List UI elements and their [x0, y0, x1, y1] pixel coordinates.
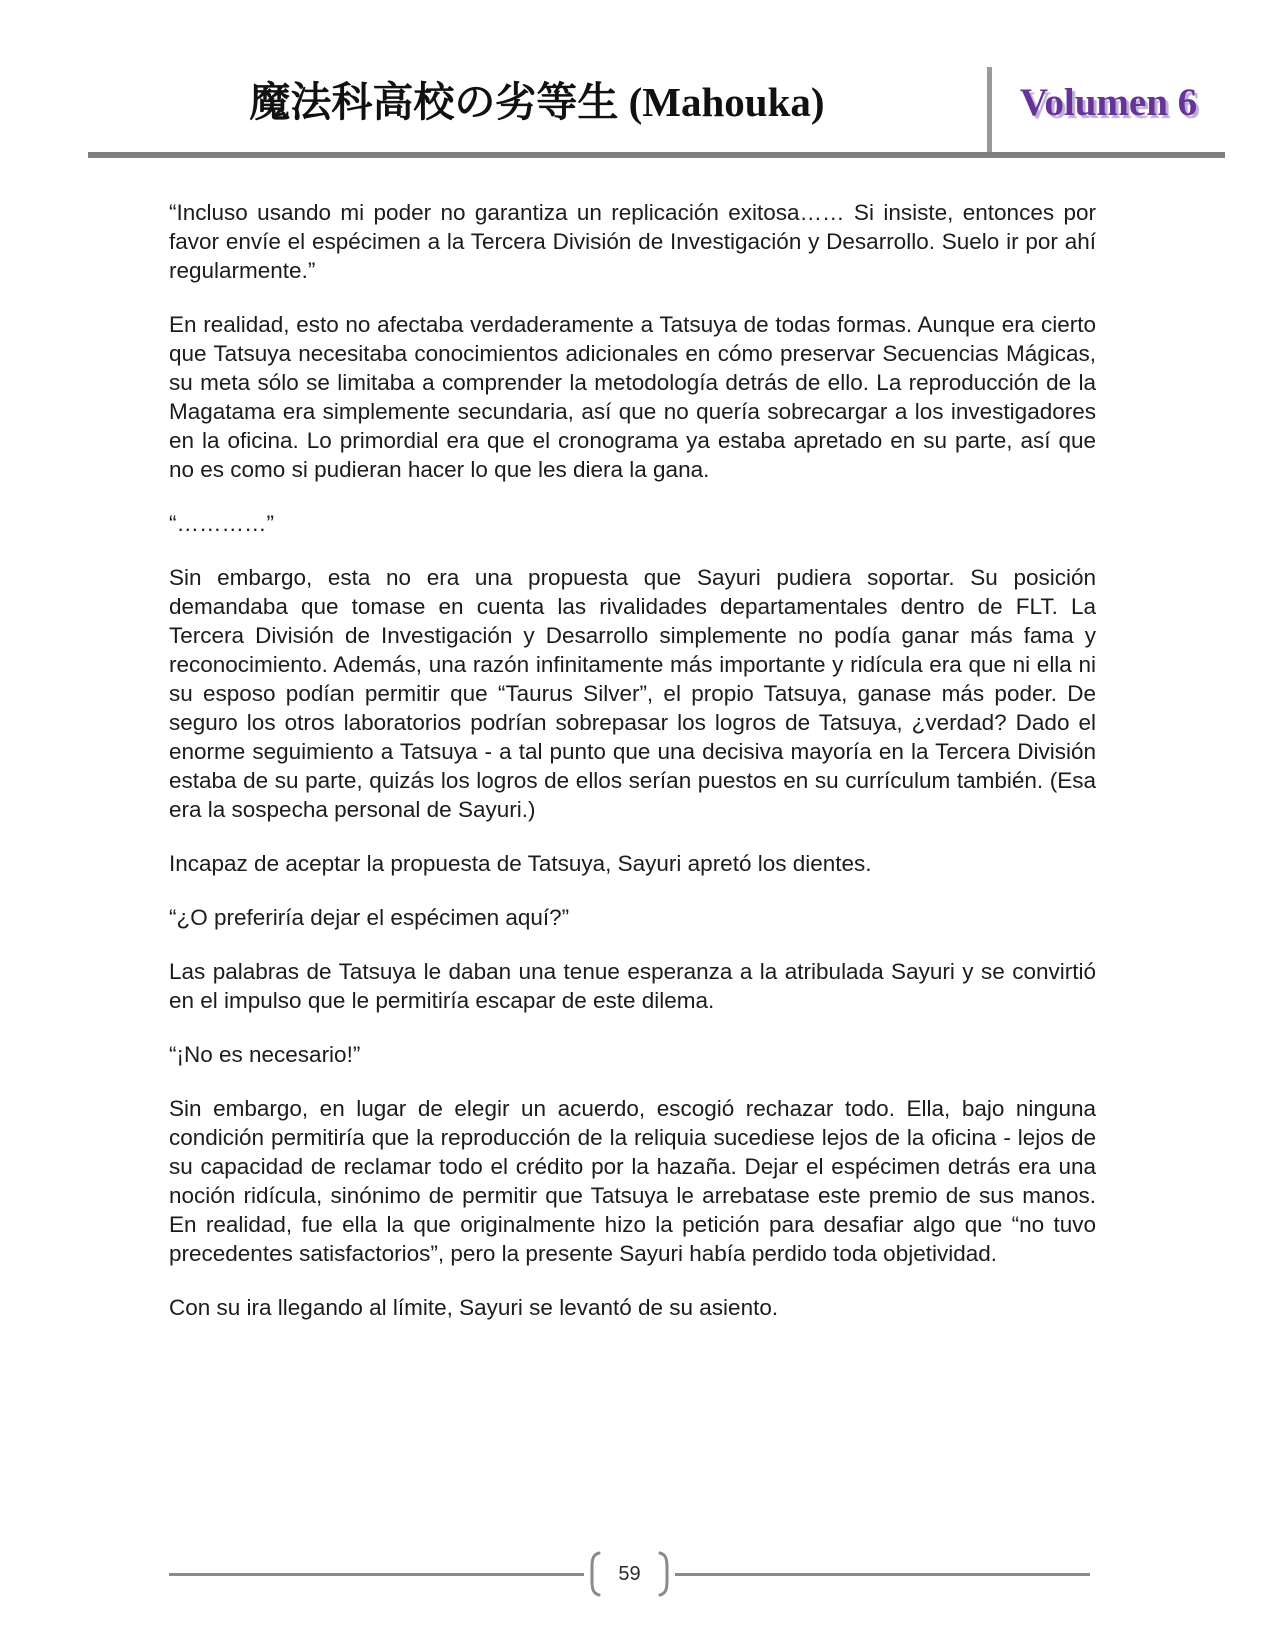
right-bracket-icon: [657, 1550, 675, 1598]
paragraph: “…………”: [169, 511, 274, 536]
page-number: 59: [618, 1562, 641, 1585]
paragraph: Las palabras de Tatsuya le daban una tenue esperanza a la atribulada Sayuri y se convirtió en el impulso que le permitiría escapar de este dilema.: [169, 959, 1096, 1013]
paragraph: Sin embargo, en lugar de elegir un acuerdo, escogió rechazar todo. Ella, bajo ninguna condición permitiría que la reproducción de la reliquia sucediese lejos de la oficina - lejos de su capacidad de reclamar todo el crédito por la hazaña. Dejar el espécimen detrás era una noción ridícula, sinónimo de permitir que Tatsuya le arrebatase este premio de sus manos. En realidad, fue ella la que originalmente hizo la petición para desafiar algo que “no tuvo precedentes satisfactorios”, pero la presente Sayuri había perdido toda objetividad.: [169, 1096, 1096, 1266]
body-text: [169, 198, 1096, 1347]
header-horizontal-rule: [88, 152, 1225, 158]
paragraph: “¿O preferiría dejar el espécimen aquí?”: [169, 905, 570, 930]
paragraph: “Incluso usando mi poder no garantiza un replicación exitosa…… Si insiste, entonces por favor envíe el espécimen a la Tercera División de Investigación y Desarrollo. Suelo ir por ahí regularmente.”: [169, 200, 1096, 283]
paragraph: En realidad, esto no afectaba verdaderamente a Tatsuya de todas formas. Aunque era cierto que Tatsuya necesitaba conocimientos adicionales en cómo preservar Secuencias Mágicas, su meta sólo se limitaba a comprender la metodología detrás de ello. La reproducción de la Magatama era simplemente secundaria, así que no quería sobrecargar a los investigadores en la oficina. Lo primordial era que el cronograma ya estaba apretado en su parte, así que no es como si pudieran hacer lo que les diera la gana.: [169, 312, 1096, 482]
page-header-title: 魔法科高校の劣等生 (Mahouka): [249, 78, 825, 125]
paragraph: Incapaz de aceptar la propuesta de Tatsuya, Sayuri apretó los dientes.: [169, 851, 872, 876]
volume-label: Volumen 6: [1019, 80, 1198, 124]
footer-line-left: [169, 1573, 584, 1576]
footer-line-right: [675, 1573, 1090, 1576]
paragraph: “¡No es necesario!”: [169, 1042, 361, 1067]
page-footer: [169, 1548, 1090, 1600]
paragraph: Con su ira llegando al límite, Sayuri se levantó de su asiento.: [169, 1295, 779, 1320]
paragraph: Sin embargo, esta no era una propuesta que Sayuri pudiera soportar. Su posición demandaba que tomase en cuenta las rivalidades departamentales dentro de FLT. La Tercera División de Investigación y Desarrollo simplemente no podía ganar más fama y reconocimiento. Además, una razón infinitamente más importante y ridícula era que ni ella ni su esposo podían permitir que “Taurus Silver”, el propio Tatsuya, ganase más poder. De seguro los otros laboratorios podrían sobrepasar los logros de Tatsuya, ¿verdad? Dado el enorme seguimiento a Tatsuya - a tal punto que una decisiva mayoría en la Tercera División estaba de su parte, quizás los logros de ellos serían puestos en su currículum también. (Esa era la sospecha personal de Sayuri.): [169, 565, 1096, 822]
left-bracket-icon: [584, 1550, 602, 1598]
